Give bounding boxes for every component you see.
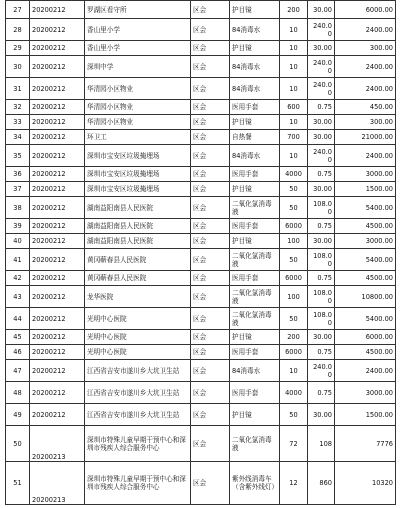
row-quantity: 4000 xyxy=(280,167,308,182)
row-source: 区会 xyxy=(191,234,230,249)
row-source: 区会 xyxy=(191,182,230,197)
row-quantity: 50 xyxy=(280,182,308,197)
row-date: 20200212 xyxy=(30,360,85,382)
row-source: 区会 xyxy=(191,115,230,130)
row-amount: 3000.00 xyxy=(335,234,396,249)
row-recipient: 深圳市特殊儿童早期干预中心和深圳市残疾人综合服务中心 xyxy=(85,426,191,462)
row-amount: 450.00 xyxy=(335,100,396,115)
row-unit-price: 30.00 xyxy=(308,115,335,130)
row-unit-price: 0.75 xyxy=(308,345,335,360)
ledger-body xyxy=(6,1,396,505)
row-date: 20200212 xyxy=(30,219,85,234)
row-unit-price: 0.75 xyxy=(308,271,335,286)
row-quantity: 200 xyxy=(280,330,308,345)
row-unit-price: 240.0 0 xyxy=(308,19,335,41)
table-row xyxy=(6,19,396,41)
table-row xyxy=(6,286,396,308)
table-row xyxy=(6,1,396,19)
row-source: 区会 xyxy=(191,345,230,360)
row-recipient: 黄冈蕲春县人民医院 xyxy=(85,271,191,286)
row-quantity: 10 xyxy=(280,78,308,100)
row-number: 41 xyxy=(6,249,30,271)
row-amount: 4500.00 xyxy=(335,219,396,234)
row-unit-price: 30.00 xyxy=(308,41,335,56)
row-quantity: 600 xyxy=(280,100,308,115)
row-unit-price: 108.0 0 xyxy=(308,197,335,219)
row-amount: 3000.00 xyxy=(335,167,396,182)
row-unit-price: 108 xyxy=(308,426,335,462)
row-unit-price: 0.75 xyxy=(308,382,335,404)
row-unit-price: 240.0 0 xyxy=(308,56,335,78)
table-row xyxy=(6,145,396,167)
table-row xyxy=(6,249,396,271)
row-amount: 5400.00 xyxy=(335,308,396,330)
table-row xyxy=(6,382,396,404)
row-recipient: 江西省吉安市遂川乡大坑卫生站 xyxy=(85,360,191,382)
row-unit-price: 30.00 xyxy=(308,234,335,249)
row-source: 区会 xyxy=(191,1,230,19)
row-date: 20200212 xyxy=(30,234,85,249)
row-recipient: 光明中心医院 xyxy=(85,330,191,345)
row-source: 区会 xyxy=(191,100,230,115)
row-item: 医用手套 xyxy=(230,167,280,182)
row-recipient: 罗湖区看守所 xyxy=(85,1,191,19)
row-source: 区会 xyxy=(191,426,230,462)
row-item: 医用手套 xyxy=(230,345,280,360)
row-quantity: 10 xyxy=(280,19,308,41)
table-row xyxy=(6,167,396,182)
table-row xyxy=(6,115,396,130)
row-number: 28 xyxy=(6,19,30,41)
row-date: 20200212 xyxy=(30,197,85,219)
row-date: 20200212 xyxy=(30,330,85,345)
row-date: 20200212 xyxy=(30,115,85,130)
row-item: 84消毒水 xyxy=(230,56,280,78)
row-unit-price: 240.0 0 xyxy=(308,360,335,382)
row-quantity: 6000 xyxy=(280,345,308,360)
row-amount: 5400.00 xyxy=(335,249,396,271)
row-source: 区会 xyxy=(191,56,230,78)
row-item: 84消毒水 xyxy=(230,360,280,382)
row-item: 自热餐 xyxy=(230,130,280,145)
row-recipient: 华清园小区物业 xyxy=(85,78,191,100)
row-recipient: 深圳市宝安区垃圾掩埋场 xyxy=(85,145,191,167)
table-row xyxy=(6,100,396,115)
row-date: 20200213 xyxy=(30,426,85,462)
row-quantity: 10 xyxy=(280,360,308,382)
row-date: 20200212 xyxy=(30,249,85,271)
row-recipient: 光明中心医院 xyxy=(85,345,191,360)
row-item: 84消毒水 xyxy=(230,19,280,41)
row-unit-price: 240.0 0 xyxy=(308,78,335,100)
row-recipient: 深圳中学 xyxy=(85,56,191,78)
row-source: 区会 xyxy=(191,41,230,56)
row-source: 区会 xyxy=(191,167,230,182)
row-recipient: 龙华医院 xyxy=(85,286,191,308)
row-unit-price: 240.0 0 xyxy=(308,145,335,167)
table-row xyxy=(6,182,396,197)
row-date: 20200212 xyxy=(30,41,85,56)
row-date: 20200212 xyxy=(30,19,85,41)
row-unit-price: 108.0 0 xyxy=(308,286,335,308)
row-unit-price: 108.0 0 xyxy=(308,249,335,271)
row-source: 区会 xyxy=(191,130,230,145)
row-unit-price: 0.75 xyxy=(308,167,335,182)
row-number: 50 xyxy=(6,426,30,462)
row-date: 20200212 xyxy=(30,100,85,115)
row-quantity: 10 xyxy=(280,145,308,167)
row-quantity: 100 xyxy=(280,286,308,308)
row-number: 33 xyxy=(6,115,30,130)
table-row xyxy=(6,219,396,234)
row-quantity: 4000 xyxy=(280,382,308,404)
row-date: 20200212 xyxy=(30,1,85,19)
table-row xyxy=(6,360,396,382)
table-row xyxy=(6,130,396,145)
row-item: 护目镜 xyxy=(230,234,280,249)
row-number: 32 xyxy=(6,100,30,115)
row-quantity: 12 xyxy=(280,462,308,505)
row-item: 医用手套 xyxy=(230,271,280,286)
row-source: 区会 xyxy=(191,382,230,404)
row-recipient: 深圳市宝安区垃圾掩埋场 xyxy=(85,182,191,197)
row-source: 区会 xyxy=(191,197,230,219)
table-row xyxy=(6,56,396,78)
row-number: 48 xyxy=(6,382,30,404)
row-source: 区会 xyxy=(191,462,230,505)
row-source: 区会 xyxy=(191,286,230,308)
row-quantity: 700 xyxy=(280,130,308,145)
row-number: 30 xyxy=(6,56,30,78)
row-item: 二氧化氯消毒液 xyxy=(230,249,280,271)
row-unit-price: 30.00 xyxy=(308,182,335,197)
table-row xyxy=(6,197,396,219)
row-item: 护目镜 xyxy=(230,404,280,426)
row-source: 区会 xyxy=(191,360,230,382)
row-number: 27 xyxy=(6,1,30,19)
row-quantity: 10 xyxy=(280,115,308,130)
row-number: 40 xyxy=(6,234,30,249)
row-number: 46 xyxy=(6,345,30,360)
row-number: 36 xyxy=(6,167,30,182)
table-row xyxy=(6,41,396,56)
row-number: 45 xyxy=(6,330,30,345)
row-item: 二氧化氯消毒液 xyxy=(230,197,280,219)
row-date: 20200212 xyxy=(30,182,85,197)
row-item: 84消毒水 xyxy=(230,145,280,167)
row-quantity: 50 xyxy=(280,404,308,426)
row-number: 39 xyxy=(6,219,30,234)
row-recipient: 湖南益阳南县人民医院 xyxy=(85,219,191,234)
row-amount: 6000.00 xyxy=(335,1,396,19)
row-quantity: 50 xyxy=(280,308,308,330)
row-recipient: 深圳市宝安区垃圾掩埋场 xyxy=(85,167,191,182)
row-quantity: 100 xyxy=(280,234,308,249)
row-quantity: 50 xyxy=(280,249,308,271)
row-recipient: 黄冈蕲春县人民医院 xyxy=(85,249,191,271)
row-number: 43 xyxy=(6,286,30,308)
row-recipient: 湖南益阳南县人民医院 xyxy=(85,234,191,249)
row-date: 20200212 xyxy=(30,167,85,182)
row-amount: 1500.00 xyxy=(335,404,396,426)
row-number: 31 xyxy=(6,78,30,100)
row-number: 49 xyxy=(6,404,30,426)
row-recipient: 湖南益阳南县人民医院 xyxy=(85,197,191,219)
row-quantity: 6000 xyxy=(280,271,308,286)
row-source: 区会 xyxy=(191,219,230,234)
donation-ledger-table xyxy=(5,0,396,505)
row-source: 区会 xyxy=(191,249,230,271)
row-amount: 300.00 xyxy=(335,115,396,130)
row-amount: 2400.00 xyxy=(335,145,396,167)
row-number: 34 xyxy=(6,130,30,145)
row-amount: 3000.00 xyxy=(335,382,396,404)
row-item: 二氧化氯消毒液 xyxy=(230,308,280,330)
row-number: 37 xyxy=(6,182,30,197)
table-row xyxy=(6,271,396,286)
row-item: 医用手套 xyxy=(230,382,280,404)
row-quantity: 200 xyxy=(280,1,308,19)
row-recipient: 深圳市特殊儿童早期干预中心和深圳市残疾人综合服务中心 xyxy=(85,462,191,505)
row-source: 区会 xyxy=(191,330,230,345)
row-source: 区会 xyxy=(191,145,230,167)
row-quantity: 50 xyxy=(280,197,308,219)
row-amount: 5400.00 xyxy=(335,197,396,219)
row-date: 20200212 xyxy=(30,308,85,330)
row-recipient: 华清园小区物业 xyxy=(85,115,191,130)
row-unit-price: 30.00 xyxy=(308,330,335,345)
row-item: 护目镜 xyxy=(230,41,280,56)
row-item: 医用手套 xyxy=(230,219,280,234)
row-recipient: 江西省吉安市遂川乡大坑卫生站 xyxy=(85,404,191,426)
table-row xyxy=(6,345,396,360)
row-quantity: 10 xyxy=(280,41,308,56)
row-amount: 7776 xyxy=(335,426,396,462)
row-number: 47 xyxy=(6,360,30,382)
row-amount: 10800.00 xyxy=(335,286,396,308)
row-unit-price: 30.00 xyxy=(308,1,335,19)
row-source: 区会 xyxy=(191,19,230,41)
row-number: 38 xyxy=(6,197,30,219)
row-quantity: 72 xyxy=(280,426,308,462)
row-unit-price: 860 xyxy=(308,462,335,505)
row-recipient: 香山里小学 xyxy=(85,19,191,41)
row-amount: 300.00 xyxy=(335,41,396,56)
row-item: 护目镜 xyxy=(230,1,280,19)
row-amount: 21000.00 xyxy=(335,130,396,145)
row-amount: 2400.00 xyxy=(335,19,396,41)
row-number: 51 xyxy=(6,462,30,505)
table-row xyxy=(6,426,396,462)
row-date: 20200212 xyxy=(30,78,85,100)
row-recipient: 光明中心医院 xyxy=(85,308,191,330)
row-item: 护目镜 xyxy=(230,115,280,130)
row-unit-price: 108.0 0 xyxy=(308,308,335,330)
row-amount: 2400.00 xyxy=(335,360,396,382)
row-number: 44 xyxy=(6,308,30,330)
table-row xyxy=(6,404,396,426)
row-unit-price: 30.00 xyxy=(308,130,335,145)
row-date: 20200212 xyxy=(30,271,85,286)
row-source: 区会 xyxy=(191,78,230,100)
row-recipient: 香山里小学 xyxy=(85,41,191,56)
row-number: 42 xyxy=(6,271,30,286)
row-amount: 10320 xyxy=(335,462,396,505)
row-quantity: 10 xyxy=(280,56,308,78)
row-date: 20200212 xyxy=(30,56,85,78)
row-amount: 4500.00 xyxy=(335,271,396,286)
row-recipient: 环卫工 xyxy=(85,130,191,145)
row-unit-price: 0.75 xyxy=(308,219,335,234)
row-date: 20200212 xyxy=(30,404,85,426)
row-amount: 2400.00 xyxy=(335,56,396,78)
row-item: 紫外线消毒车（含紫外线灯） xyxy=(230,462,280,505)
row-unit-price: 30.00 xyxy=(308,404,335,426)
row-item: 护目镜 xyxy=(230,182,280,197)
row-date: 20200212 xyxy=(30,345,85,360)
row-date: 20200213 xyxy=(30,462,85,505)
row-amount: 1500.00 xyxy=(335,182,396,197)
row-item: 二氧化氯消毒液 xyxy=(230,286,280,308)
table-row xyxy=(6,234,396,249)
row-date: 20200212 xyxy=(30,382,85,404)
row-source: 区会 xyxy=(191,308,230,330)
table-row xyxy=(6,78,396,100)
row-amount: 4500.00 xyxy=(335,345,396,360)
row-recipient: 江西省吉安市遂川乡大坑卫生站 xyxy=(85,382,191,404)
table-row xyxy=(6,462,396,505)
row-number: 29 xyxy=(6,41,30,56)
row-item: 医用手套 xyxy=(230,100,280,115)
row-amount: 2400.00 xyxy=(335,78,396,100)
row-date: 20200212 xyxy=(30,145,85,167)
row-item: 84消毒水 xyxy=(230,78,280,100)
row-amount: 6000.00 xyxy=(335,330,396,345)
table-row xyxy=(6,308,396,330)
table-row xyxy=(6,330,396,345)
row-number: 35 xyxy=(6,145,30,167)
row-date: 20200212 xyxy=(30,286,85,308)
row-date: 20200212 xyxy=(30,130,85,145)
row-source: 区会 xyxy=(191,404,230,426)
row-quantity: 6000 xyxy=(280,219,308,234)
row-item: 二氧化氯消毒液 xyxy=(230,426,280,462)
row-source: 区会 xyxy=(191,271,230,286)
row-unit-price: 0.75 xyxy=(308,100,335,115)
row-item: 护目镜 xyxy=(230,330,280,345)
row-recipient: 华清园小区物业 xyxy=(85,100,191,115)
